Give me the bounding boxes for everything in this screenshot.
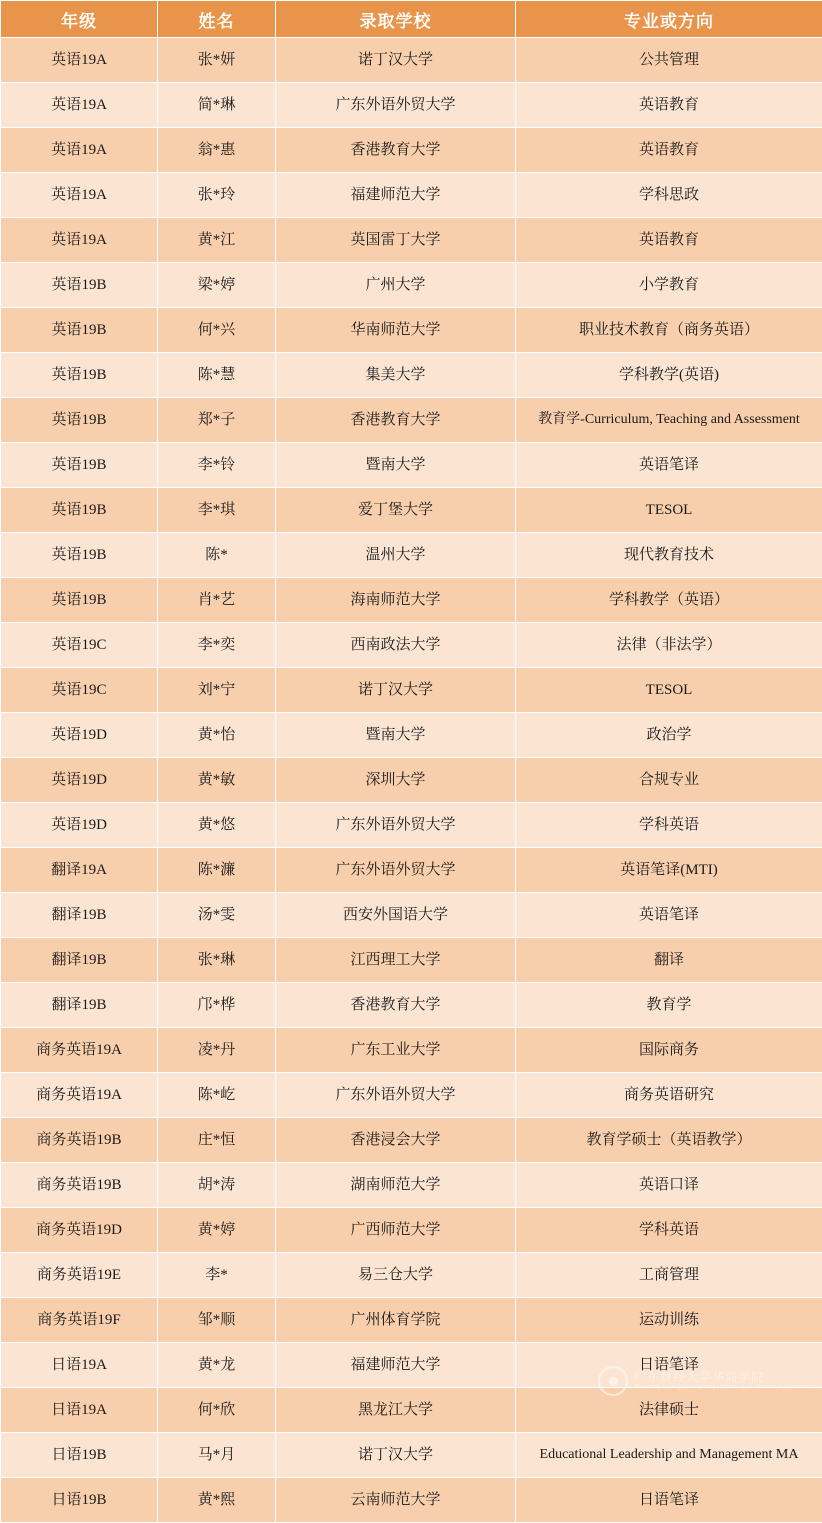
cell-major: 英语口译 xyxy=(516,1163,822,1208)
cell-major: 英语教育 xyxy=(516,218,822,263)
table-row xyxy=(1,1073,822,1118)
cell-name: 陈*屹 xyxy=(158,1073,276,1118)
table-row xyxy=(1,38,822,83)
cell-grade: 英语19D xyxy=(1,803,158,848)
cell-grade: 英语19B xyxy=(1,578,158,623)
cell-major: 运动训练 xyxy=(516,1298,822,1343)
cell-name: 汤*雯 xyxy=(158,893,276,938)
cell-major: 日语笔译 xyxy=(516,1478,822,1523)
cell-grade: 商务英语19A xyxy=(1,1073,158,1118)
cell-school: 广东外语外贸大学 xyxy=(276,848,516,893)
cell-major: TESOL xyxy=(516,488,822,533)
cell-grade: 商务英语19F xyxy=(1,1298,158,1343)
cell-major: 学科英语 xyxy=(516,1208,822,1253)
table-body xyxy=(1,38,822,1523)
cell-school: 暨南大学 xyxy=(276,443,516,488)
cell-major: 公共管理 xyxy=(516,38,822,83)
cell-school: 深圳大学 xyxy=(276,758,516,803)
cell-grade: 英语19B xyxy=(1,443,158,488)
cell-school: 广东外语外贸大学 xyxy=(276,83,516,128)
cell-school: 江西理工大学 xyxy=(276,938,516,983)
cell-name: 陈* xyxy=(158,533,276,578)
cell-grade: 英语19B xyxy=(1,263,158,308)
cell-grade: 英语19A xyxy=(1,173,158,218)
cell-major: 学科思政 xyxy=(516,173,822,218)
cell-grade: 英语19A xyxy=(1,38,158,83)
cell-grade: 英语19B xyxy=(1,533,158,578)
cell-name: 黄*婷 xyxy=(158,1208,276,1253)
cell-name: 邝*桦 xyxy=(158,983,276,1028)
cell-school: 暨南大学 xyxy=(276,713,516,758)
cell-name: 马*月 xyxy=(158,1433,276,1478)
cell-major: 教育学 xyxy=(516,983,822,1028)
table-row xyxy=(1,1253,822,1298)
cell-major: TESOL xyxy=(516,668,822,713)
cell-school: 广州体育学院 xyxy=(276,1298,516,1343)
cell-school: 诺丁汉大学 xyxy=(276,668,516,713)
cell-major: 英语教育 xyxy=(516,128,822,173)
cell-grade: 翻译19A xyxy=(1,848,158,893)
table-row xyxy=(1,713,822,758)
cell-grade: 日语19A xyxy=(1,1388,158,1433)
cell-grade: 英语19D xyxy=(1,758,158,803)
cell-grade: 日语19A xyxy=(1,1343,158,1388)
cell-grade: 商务英语19D xyxy=(1,1208,158,1253)
cell-name: 李*铃 xyxy=(158,443,276,488)
table-row xyxy=(1,398,822,443)
cell-major: 学科教学(英语) xyxy=(516,353,822,398)
cell-major: 现代教育技术 xyxy=(516,533,822,578)
cell-name: 张*琳 xyxy=(158,938,276,983)
table-row xyxy=(1,1163,822,1208)
cell-school: 香港教育大学 xyxy=(276,128,516,173)
cell-grade: 英语19C xyxy=(1,668,158,713)
table-row xyxy=(1,173,822,218)
cell-name: 李*琪 xyxy=(158,488,276,533)
cell-name: 郑*子 xyxy=(158,398,276,443)
cell-grade: 英语19C xyxy=(1,623,158,668)
cell-school: 华南师范大学 xyxy=(276,308,516,353)
cell-major: 教育学硕士（英语教学） xyxy=(516,1118,822,1163)
cell-name: 何*兴 xyxy=(158,308,276,353)
cell-name: 陈*濂 xyxy=(158,848,276,893)
cell-grade: 商务英语19A xyxy=(1,1028,158,1073)
column-header-school: 录取学校 xyxy=(276,1,516,38)
table-row xyxy=(1,938,822,983)
cell-grade: 英语19B xyxy=(1,353,158,398)
cell-major: 政治学 xyxy=(516,713,822,758)
cell-name: 张*妍 xyxy=(158,38,276,83)
cell-name: 黄*熙 xyxy=(158,1478,276,1523)
cell-school: 诺丁汉大学 xyxy=(276,38,516,83)
cell-major: 法律（非法学） xyxy=(516,623,822,668)
cell-major: 法律硕士 xyxy=(516,1388,822,1433)
table-row xyxy=(1,758,822,803)
cell-name: 黄*怡 xyxy=(158,713,276,758)
cell-name: 李*奕 xyxy=(158,623,276,668)
cell-name: 肖*艺 xyxy=(158,578,276,623)
table-row xyxy=(1,263,822,308)
table-row xyxy=(1,353,822,398)
table-row xyxy=(1,443,822,488)
cell-grade: 翻译19B xyxy=(1,983,158,1028)
table-row xyxy=(1,1118,822,1163)
cell-school: 广东外语外贸大学 xyxy=(276,803,516,848)
cell-name: 黄*敏 xyxy=(158,758,276,803)
cell-grade: 英语19A xyxy=(1,218,158,263)
cell-name: 梁*婷 xyxy=(158,263,276,308)
cell-major: 英语笔译 xyxy=(516,893,822,938)
cell-school: 黑龙江大学 xyxy=(276,1388,516,1433)
cell-major: 商务英语研究 xyxy=(516,1073,822,1118)
cell-school: 广东工业大学 xyxy=(276,1028,516,1073)
cell-major: 英语教育 xyxy=(516,83,822,128)
cell-major: 英语笔译(MTI) xyxy=(516,848,822,893)
table-row xyxy=(1,668,822,713)
cell-grade: 翻译19B xyxy=(1,893,158,938)
cell-name: 凌*丹 xyxy=(158,1028,276,1073)
table-header-row xyxy=(1,1,822,38)
cell-major: 职业技术教育（商务英语） xyxy=(516,308,822,353)
cell-school: 广西师范大学 xyxy=(276,1208,516,1253)
cell-school: 广州大学 xyxy=(276,263,516,308)
table-row xyxy=(1,308,822,353)
watermark-english: Huashang College Guangdong University of Finance & Economics xyxy=(634,1384,814,1391)
cell-major: 学科教学（英语） xyxy=(516,578,822,623)
table-row xyxy=(1,623,822,668)
column-header-grade: 年级 xyxy=(1,1,158,38)
table-row xyxy=(1,533,822,578)
cell-school: 西南政法大学 xyxy=(276,623,516,668)
cell-name: 陈*慧 xyxy=(158,353,276,398)
cell-grade: 英语19B xyxy=(1,398,158,443)
cell-school: 湖南师范大学 xyxy=(276,1163,516,1208)
cell-major: 小学教育 xyxy=(516,263,822,308)
cell-grade: 英语19D xyxy=(1,713,158,758)
cell-school: 云南师范大学 xyxy=(276,1478,516,1523)
cell-grade: 日语19B xyxy=(1,1478,158,1523)
cell-school: 易三仓大学 xyxy=(276,1253,516,1298)
cell-school: 爱丁堡大学 xyxy=(276,488,516,533)
cell-school: 福建师范大学 xyxy=(276,1343,516,1388)
cell-name: 张*玲 xyxy=(158,173,276,218)
cell-name: 刘*宁 xyxy=(158,668,276,713)
table-row xyxy=(1,1433,822,1478)
table-row xyxy=(1,1208,822,1253)
cell-school: 香港教育大学 xyxy=(276,398,516,443)
cell-name: 翁*惠 xyxy=(158,128,276,173)
column-header-major: 专业或方向 xyxy=(516,1,822,38)
cell-major: 合规专业 xyxy=(516,758,822,803)
table-row xyxy=(1,983,822,1028)
cell-grade: 商务英语19E xyxy=(1,1253,158,1298)
table-row xyxy=(1,488,822,533)
column-header-name: 姓名 xyxy=(158,1,276,38)
cell-grade: 商务英语19B xyxy=(1,1118,158,1163)
cell-name: 简*琳 xyxy=(158,83,276,128)
cell-name: 黄*龙 xyxy=(158,1343,276,1388)
cell-school: 福建师范大学 xyxy=(276,173,516,218)
cell-name: 黄*江 xyxy=(158,218,276,263)
table-row xyxy=(1,128,822,173)
cell-name: 黄*悠 xyxy=(158,803,276,848)
cell-name: 邹*顺 xyxy=(158,1298,276,1343)
cell-grade: 日语19B xyxy=(1,1433,158,1478)
cell-name: 何*欣 xyxy=(158,1388,276,1433)
cell-major: 日语笔译 xyxy=(516,1343,822,1388)
cell-major: 工商管理 xyxy=(516,1253,822,1298)
cell-school: 香港教育大学 xyxy=(276,983,516,1028)
table-row xyxy=(1,1298,822,1343)
cell-grade: 英语19A xyxy=(1,83,158,128)
cell-school: 温州大学 xyxy=(276,533,516,578)
table-row xyxy=(1,803,822,848)
cell-major: 英语笔译 xyxy=(516,443,822,488)
table-row xyxy=(1,1028,822,1073)
cell-grade: 英语19A xyxy=(1,128,158,173)
cell-major: 教育学-Curriculum, Teaching and Assessment xyxy=(516,398,822,443)
cell-name: 庄*恒 xyxy=(158,1118,276,1163)
table-row xyxy=(1,578,822,623)
table-row xyxy=(1,848,822,893)
cell-school: 西安外国语大学 xyxy=(276,893,516,938)
table-row xyxy=(1,1478,822,1523)
table-row xyxy=(1,893,822,938)
cell-school: 集美大学 xyxy=(276,353,516,398)
table-row xyxy=(1,83,822,128)
cell-major: 学科英语 xyxy=(516,803,822,848)
cell-name: 李* xyxy=(158,1253,276,1298)
cell-school: 海南师范大学 xyxy=(276,578,516,623)
cell-major: 国际商务 xyxy=(516,1028,822,1073)
cell-grade: 英语19B xyxy=(1,488,158,533)
cell-major: 翻译 xyxy=(516,938,822,983)
cell-school: 英国雷丁大学 xyxy=(276,218,516,263)
watermark-chinese: 广东财经大学华商学院 xyxy=(634,1371,814,1384)
cell-grade: 商务英语19B xyxy=(1,1163,158,1208)
cell-major: Educational Leadership and Management MA xyxy=(516,1433,822,1478)
cell-school: 香港浸会大学 xyxy=(276,1118,516,1163)
cell-school: 广东外语外贸大学 xyxy=(276,1073,516,1118)
table-row xyxy=(1,218,822,263)
cell-school: 诺丁汉大学 xyxy=(276,1433,516,1478)
cell-grade: 翻译19B xyxy=(1,938,158,983)
table-row xyxy=(1,1343,822,1388)
table-row xyxy=(1,1388,822,1433)
cell-grade: 英语19B xyxy=(1,308,158,353)
table-header xyxy=(1,1,822,38)
cell-name: 胡*涛 xyxy=(158,1163,276,1208)
